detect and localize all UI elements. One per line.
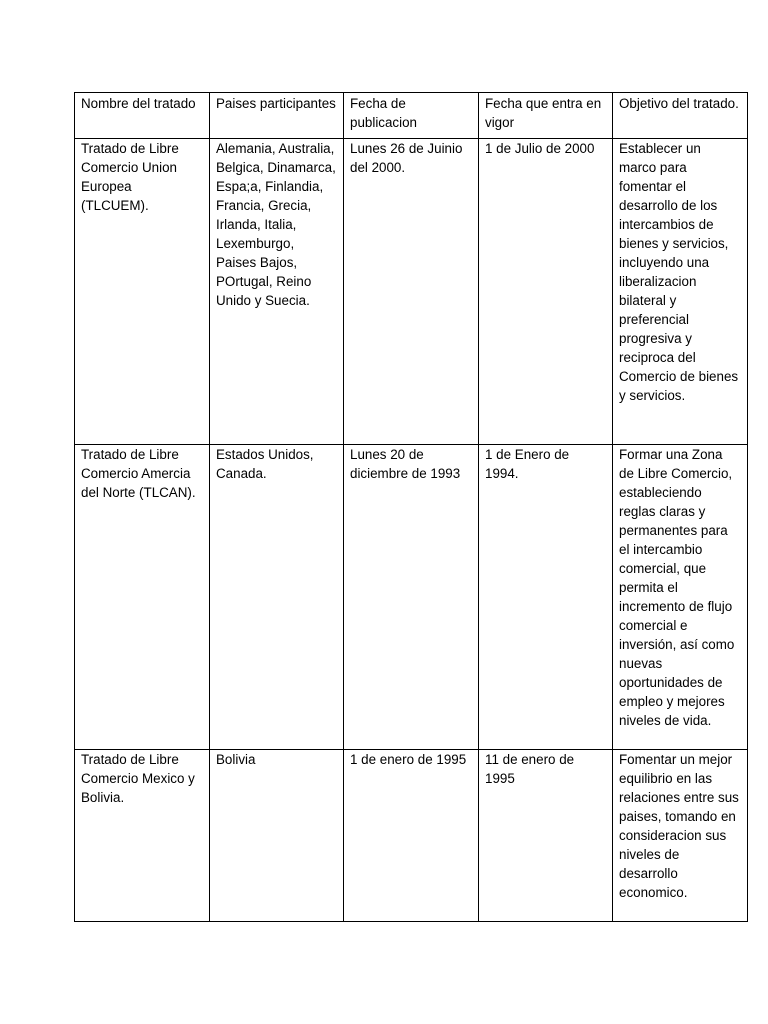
- cell-nombre: Tratado de Libre Comercio Amercia del Norte (TLCAN).: [75, 445, 210, 750]
- cell-nombre: Tratado de Libre Comercio Union Europea (TLCUEM).: [75, 139, 210, 445]
- cell-vigor: 1 de Enero de 1994.: [479, 445, 613, 750]
- table-header-row: [75, 93, 748, 139]
- cell-publicacion: Lunes 26 de Juinio del 2000.: [344, 139, 479, 445]
- header-publicacion: Fecha de publicacion: [344, 93, 479, 139]
- treaties-table: [74, 92, 748, 922]
- table-row: [75, 139, 748, 445]
- header-nombre: Nombre del tratado: [75, 93, 210, 139]
- table-row: [75, 445, 748, 750]
- cell-objetivo: Fomentar un mejor equilibrio en las relaciones entre sus paises, tomando en consideracion sus niveles de desarrollo economico.: [613, 750, 748, 922]
- cell-publicacion: Lunes 20 de diciembre de 1993: [344, 445, 479, 750]
- header-paises: Paises participantes: [210, 93, 344, 139]
- cell-vigor: 11 de enero de 1995: [479, 750, 613, 922]
- cell-paises: Bolivia: [210, 750, 344, 922]
- cell-nombre: Tratado de Libre Comercio Mexico y Bolivia.: [75, 750, 210, 922]
- cell-paises: Alemania, Australia, Belgica, Dinamarca, Espa;a, Finlandia, Francia, Grecia, Irlanda, Italia, Lexemburgo, Paises Bajos, POrtugal, Reino Unido y Suecia.: [210, 139, 344, 445]
- cell-vigor: 1 de Julio de 2000: [479, 139, 613, 445]
- table-row: [75, 750, 748, 922]
- cell-objetivo: Establecer un marco para fomentar el desarrollo de los intercambios de bienes y servicios, incluyendo una liberalizacion bilateral y preferencial progresiva y reciproca del Comercio de bienes y servicios.: [613, 139, 748, 445]
- header-objetivo: Objetivo del tratado.: [613, 93, 748, 139]
- header-vigor: Fecha que entra en vigor: [479, 93, 613, 139]
- cell-paises: Estados Unidos, Canada.: [210, 445, 344, 750]
- cell-publicacion: 1 de enero de 1995: [344, 750, 479, 922]
- cell-objetivo: Formar una Zona de Libre Comercio, estableciendo reglas claras y permanentes para el intercambio comercial, que permita el incremento de flujo comercial e inversión, así como nuevas oportunidades de empleo y mejores niveles de vida.: [613, 445, 748, 750]
